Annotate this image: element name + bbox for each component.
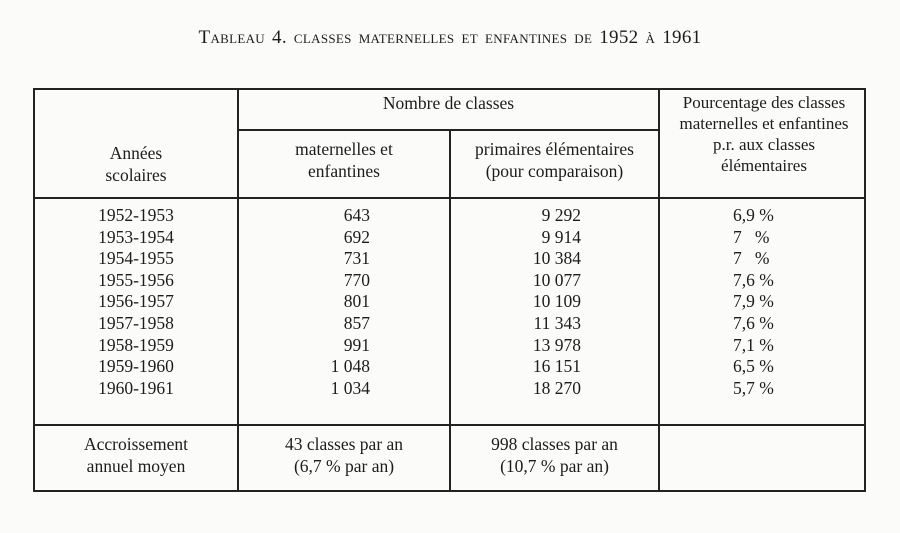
summary-maternelles-line: 43 classes par an <box>284 434 404 454</box>
header-bottom-rule <box>33 197 866 199</box>
cell-pourcentage: 6,9 % <box>733 205 774 225</box>
header-pourcentage-line: maternelles et enfantines <box>679 114 849 133</box>
header-pourcentage-line: Pourcentage des classes <box>682 93 846 112</box>
header-maternelles-line: enfantines <box>308 161 380 181</box>
header-years-line: scolaires <box>105 165 167 185</box>
header-pourcentage <box>656 92 872 176</box>
cell-year: 1955-1956 <box>98 269 174 290</box>
cell-year: 1960-1961 <box>98 377 174 398</box>
header-primaires-line: (pour comparaison) <box>485 161 624 181</box>
summary-primaires-line: (10,7 % par an) <box>500 456 609 476</box>
cell-maternelles: 1 048 <box>330 356 370 377</box>
column-primaires <box>451 205 581 399</box>
header-years-line: Années <box>109 143 163 163</box>
cell-primaires: 9 292 <box>541 205 581 225</box>
cell-maternelles: 731 <box>343 248 370 269</box>
column-pourcentage <box>733 205 853 399</box>
cell-year: 1959-1960 <box>98 356 174 377</box>
summary-primaires-line: 998 classes par an <box>491 434 618 454</box>
cell-primaires: 10 109 <box>532 291 581 312</box>
cell-year: 1953-1954 <box>98 226 174 247</box>
summary-maternelles-line: (6,7 % par an) <box>293 456 395 476</box>
cell-year: 1956-1957 <box>98 291 174 312</box>
summary-label <box>35 433 237 477</box>
cell-primaires: 10 077 <box>532 269 581 290</box>
cell-maternelles: 857 <box>343 312 370 333</box>
cell-maternelles: 1 034 <box>330 377 370 398</box>
cell-maternelles: 643 <box>343 205 370 225</box>
cell-primaires: 10 384 <box>532 248 581 269</box>
header-pourcentage-line: élémentaires <box>721 156 807 175</box>
cell-pourcentage: 7,6 % <box>733 312 774 333</box>
cell-year: 1957-1958 <box>98 312 174 333</box>
header-maternelles-line: maternelles et <box>295 139 393 159</box>
header-primaires <box>451 138 658 182</box>
column-maternelles <box>239 205 370 399</box>
cell-maternelles: 770 <box>343 269 370 290</box>
cell-year: 1954-1955 <box>98 248 174 269</box>
cell-pourcentage: 7,1 % <box>733 334 774 355</box>
summary-label-line: Accroissement <box>84 434 188 454</box>
header-group-label: Nombre de classes <box>382 93 515 113</box>
cell-primaires: 13 978 <box>532 334 581 355</box>
cell-maternelles: 801 <box>343 291 370 312</box>
group-header-rule <box>237 129 660 131</box>
cell-year: 1958-1959 <box>98 334 174 355</box>
header-years <box>35 142 237 186</box>
header-primaires-line: primaires élémentaires <box>475 139 634 159</box>
summary-primaires <box>451 433 658 477</box>
table-title: Tableau 4. classes maternelles et enfantines de 1952 à 1961 <box>198 27 702 48</box>
column-years <box>35 205 237 399</box>
summary-label-line: annuel moyen <box>86 456 186 476</box>
cell-maternelles: 991 <box>343 334 370 355</box>
cell-primaires: 9 914 <box>541 226 581 247</box>
cell-primaires: 18 270 <box>532 377 581 398</box>
header-group-nombre-de-classes <box>239 92 658 114</box>
cell-pourcentage: 7,6 % <box>733 269 774 290</box>
cell-pourcentage: 5,7 % <box>733 377 774 398</box>
summary-top-rule <box>33 424 866 426</box>
header-maternelles <box>239 138 449 182</box>
cell-maternelles: 692 <box>343 226 370 247</box>
cell-year: 1952-1953 <box>98 205 174 225</box>
cell-primaires: 11 343 <box>533 312 581 333</box>
cell-pourcentage: 7 % <box>733 248 770 269</box>
summary-maternelles <box>239 433 449 477</box>
cell-pourcentage: 7 % <box>733 226 770 247</box>
cell-primaires: 16 151 <box>532 356 581 377</box>
cell-pourcentage: 6,5 % <box>733 356 774 377</box>
header-pourcentage-line: p.r. aux classes <box>713 135 815 154</box>
cell-pourcentage: 7,9 % <box>733 291 774 312</box>
